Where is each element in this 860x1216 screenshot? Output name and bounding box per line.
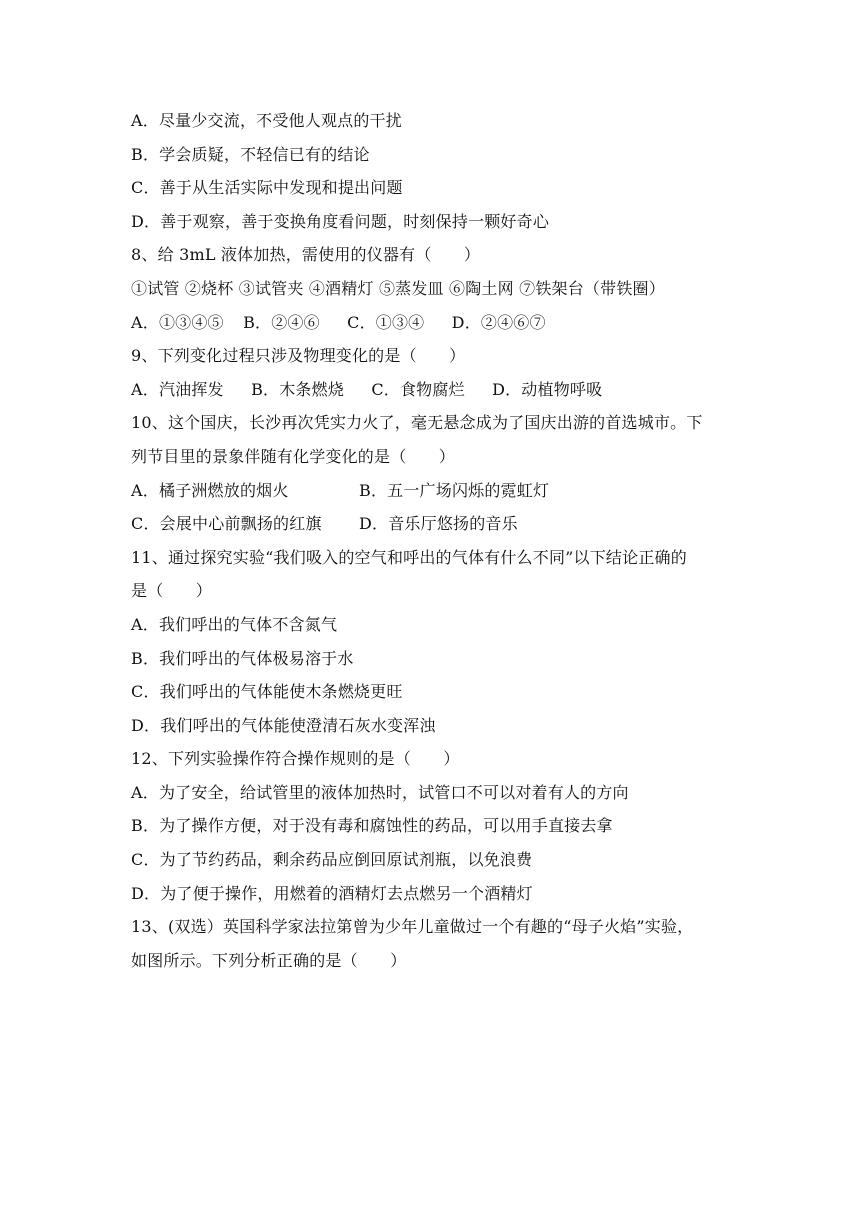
q7-option-c: C．善于从生活实际中发现和提出问题 <box>131 178 403 198</box>
q10-stem-line1: 10、这个国庆，长沙再次凭实力火了，毫无悬念成为了国庆出游的首选城市。下 <box>131 413 703 433</box>
q11-stem-line2: 是（ ） <box>131 581 213 601</box>
q8-option-c: C．①③④ <box>347 312 425 332</box>
q9-option-c: C．食物腐烂 <box>371 379 465 399</box>
q10-option-a: A．橘子洲燃放的烟火 <box>131 480 289 500</box>
q8-items: ①试管 ②烧杯 ③试管夹 ④酒精灯 ⑤蒸发皿 ⑥陶土网 ⑦铁架台（带铁圈） <box>131 278 665 298</box>
q8-option-a: A．①③④⑤ <box>131 312 224 332</box>
q10-options-row2 <box>131 507 736 541</box>
q9-option-b: B．木条燃烧 <box>251 379 345 399</box>
q8-option-b: B．②④⑥ <box>243 312 320 332</box>
q10-stem-line2: 列节目里的景象伴随有化学变化的是（ ） <box>131 446 456 466</box>
q8-stem: 8、给 3mL 液体加热，需使用的仪器有（ ） <box>131 245 481 265</box>
q8-options <box>131 306 736 340</box>
q10-option-c: C．会展中心前飘扬的红旗 <box>131 514 322 534</box>
q7-option-d: D．善于观察，善于变换角度看问题，时刻保持一颗好奇心 <box>131 211 550 231</box>
q10-option-d: D．音乐厅悠扬的音乐 <box>359 514 518 534</box>
q9-option-a: A．汽油挥发 <box>131 379 224 399</box>
q12-stem: 12、下列实验操作符合操作规则的是（ ） <box>131 749 460 769</box>
q9-options <box>131 373 736 407</box>
q11-option-a: A．我们呼出的气体不含氮气 <box>131 614 338 634</box>
q10-options-row1 <box>131 474 736 508</box>
q11-option-b: B．我们呼出的气体极易溶于水 <box>131 648 354 668</box>
q12-option-d: D．为了便于操作，用燃着的酒精灯去点燃另一个酒精灯 <box>131 883 533 903</box>
q11-option-c: C．我们呼出的气体能使木条燃烧更旺 <box>131 682 403 702</box>
q13-stem-line1: 13、(双选）英国科学家法拉第曾为少年儿童做过一个有趣的“母子火焰”实验， <box>131 917 694 937</box>
q12-option-a: A．为了安全，给试管里的液体加热时，试管口不可以对着有人的方向 <box>131 782 629 802</box>
q9-option-d: D．动植物呼吸 <box>492 379 603 399</box>
q7-option-b: B．学会质疑，不轻信已有的结论 <box>131 144 370 164</box>
q11-option-d: D．我们呼出的气体能使澄清石灰水变浑浊 <box>131 715 436 735</box>
q9-stem: 9、下列变化过程只涉及物理变化的是（ ） <box>131 346 466 366</box>
q13-stem-line2: 如图所示。下列分析正确的是（ ） <box>131 950 407 970</box>
q10-option-b: B．五一广场闪烁的霓虹灯 <box>359 480 550 500</box>
q7-option-a: A．尽量少交流，不受他人观点的干扰 <box>131 111 402 130</box>
q8-option-d: D．②④⑥⑦ <box>451 312 546 332</box>
q12-option-c: C．为了节约药品，剩余药品应倒回原试剂瓶，以免浪费 <box>131 850 533 870</box>
exam-page <box>131 104 736 977</box>
q12-option-b: B．为了操作方便，对于没有毒和腐蚀性的药品，可以用手直接去拿 <box>131 816 613 836</box>
q11-stem-line1: 11、通过探究实验“我们吸入的空气和呼出的气体有什么不同”以下结论正确的 <box>131 547 687 567</box>
